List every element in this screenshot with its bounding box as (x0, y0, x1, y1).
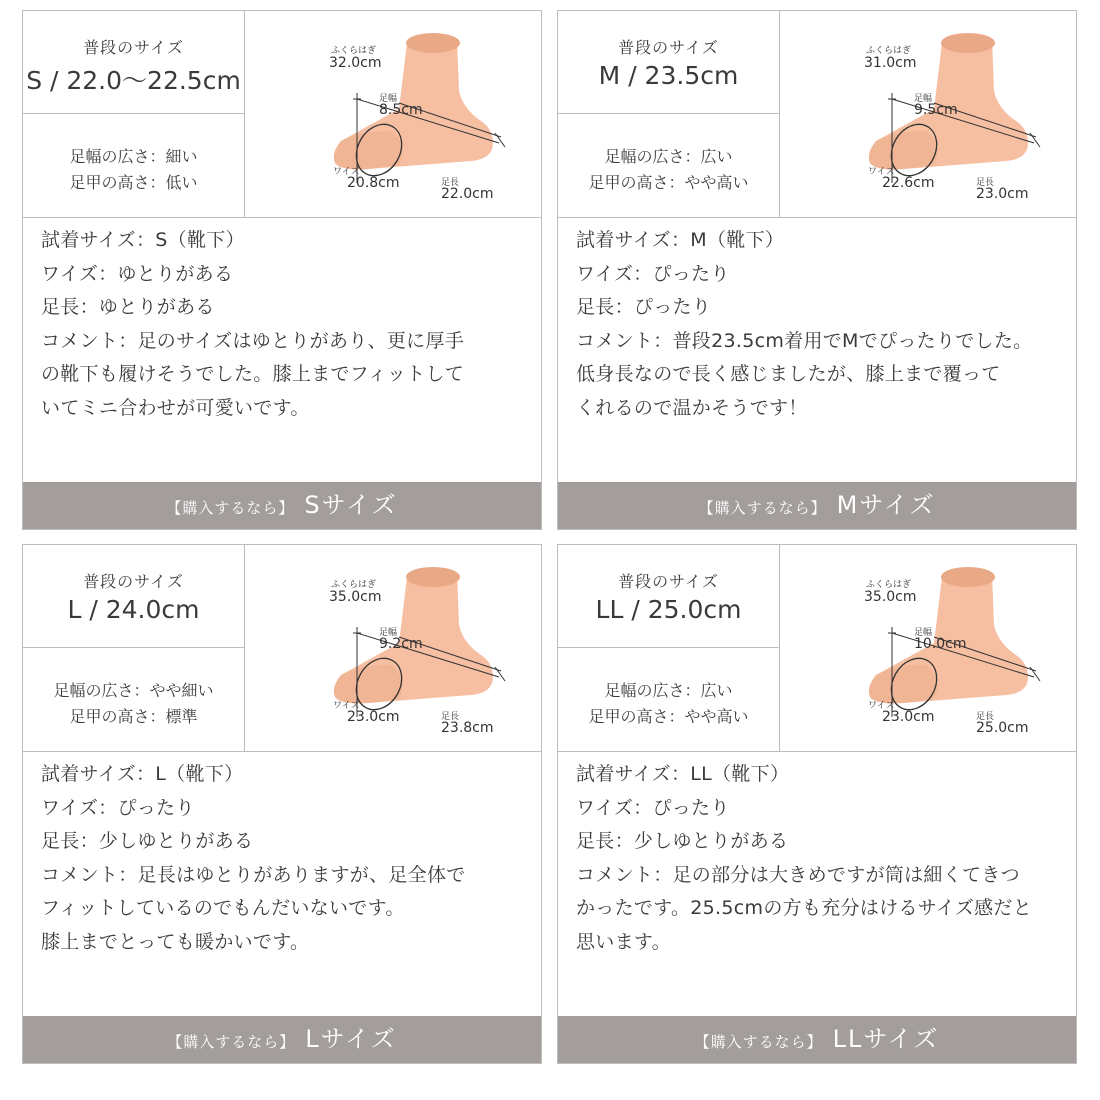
foot-features-box (558, 114, 780, 217)
calf-label: ふくらはぎ (331, 46, 377, 56)
card-header (558, 545, 1076, 752)
foot-width-label: 足幅 (914, 628, 933, 638)
usual-size-caption: 普段のサイズ (618, 572, 719, 591)
foot-features-box (558, 648, 780, 751)
calf-label: ふくらはぎ (866, 46, 912, 56)
calf-label: ふくらはぎ (866, 580, 912, 590)
foot-width-label: 足幅 (914, 94, 933, 104)
calf-top-ellipse (941, 567, 995, 587)
instep-height-feature: 足甲の高さ：やや高い (588, 173, 749, 192)
comment-line: 足長：少しゆとりがある (576, 830, 789, 852)
comment-line: フィットしているのでもんだいないです。 (41, 897, 405, 919)
foot-width-value: 9.5cm (914, 102, 958, 118)
calf-value: 35.0cm (864, 589, 917, 605)
usual-size-value: LL / 25.0cm (595, 595, 742, 624)
comment-line: 試着サイズ：M（靴下） (576, 229, 785, 251)
foot-width-feature: 足幅の広さ：細い (69, 147, 198, 166)
banner-prefix: 【購入するなら】 (698, 499, 827, 517)
comment-line: 試着サイズ：L（靴下） (41, 763, 244, 785)
usual-size-caption: 普段のサイズ (83, 572, 184, 591)
foot-length-tick (495, 133, 505, 147)
size-review-card (22, 544, 542, 1064)
comment-line: かったです。25.5cmの方も充分はけるサイズ感だと (576, 897, 1033, 919)
usual-size-box (558, 11, 780, 114)
comment-line: コメント：足のサイズはゆとりがあり、更に厚手 (41, 329, 465, 352)
recommendation-banner (23, 1016, 541, 1063)
calf-top-ellipse (406, 33, 460, 53)
comment-line: 足長：少しゆとりがある (41, 830, 254, 852)
foot-measurement-diagram (249, 13, 539, 215)
recommendation-banner (558, 482, 1076, 529)
calf-value: 35.0cm (329, 589, 382, 605)
calf-value: 31.0cm (864, 55, 917, 71)
length-label: 足長 (441, 178, 460, 188)
instep-height-feature: 足甲の高さ：低い (69, 173, 198, 192)
comment-line: 試着サイズ：S（靴下） (41, 229, 245, 251)
length-label: 足長 (441, 712, 460, 722)
foot-measurement-diagram (784, 547, 1074, 749)
calf-top-ellipse (941, 33, 995, 53)
comment-line: 足長：ゆとりがある (41, 296, 215, 318)
foot-width-feature: 足幅の広さ：やや細い (53, 681, 214, 700)
foot-length-tick (495, 667, 505, 681)
comment-line: コメント：普段23.5cm着用でMでぴったりでした。 (576, 329, 1033, 352)
comment-line: ワイズ：ぴったり (576, 796, 730, 819)
recommended-size: Sサイズ (304, 491, 398, 519)
comment-line: 思います。 (576, 930, 671, 953)
foot-features-box (23, 648, 245, 751)
comment-line: 足長：ぴったり (576, 296, 712, 318)
usual-size-box (558, 545, 780, 648)
foot-width-label: 足幅 (379, 94, 398, 104)
comment-line: 試着サイズ：LL（靴下） (576, 763, 790, 785)
usual-size-value: S / 22.0〜22.5cm (26, 66, 241, 95)
length-value: 25.0cm (976, 720, 1029, 736)
wise-value: 23.0cm (882, 709, 935, 725)
banner-prefix: 【購入するなら】 (694, 1033, 823, 1051)
length-label: 足長 (976, 178, 995, 188)
foot-length-tick (1030, 667, 1040, 681)
comment-line: コメント：足長はゆとりがありますが、足全体で (41, 863, 466, 886)
instep-height-feature: 足甲の高さ：標準 (69, 707, 198, 726)
usual-size-caption: 普段のサイズ (83, 38, 184, 57)
calf-value: 32.0cm (329, 55, 382, 71)
calf-label: ふくらはぎ (331, 580, 377, 590)
wise-label: ワイズ (868, 701, 895, 711)
review-comment (576, 758, 1076, 959)
wise-label: ワイズ (333, 167, 360, 177)
foot-measurement-diagram (784, 13, 1074, 215)
usual-size-box (23, 545, 245, 648)
comment-line: 膝上までとっても暖かいです。 (41, 930, 310, 953)
size-review-card (22, 10, 542, 530)
foot-width-feature: 足幅の広さ：広い (604, 147, 733, 166)
usual-size-value: L / 24.0cm (67, 595, 200, 624)
comment-line: ワイズ：ゆとりがある (41, 262, 234, 285)
review-comment (41, 224, 541, 425)
length-value: 23.8cm (441, 720, 494, 736)
foot-width-label: 足幅 (379, 628, 398, 638)
length-value: 23.0cm (976, 186, 1029, 202)
comment-line: コメント：足の部分は大きめですが筒は細くてきつ (576, 863, 1020, 886)
comment-line: 低身長なので長く感じましたが、膝上まで覆って (576, 363, 1001, 385)
recommended-size: LLサイズ (832, 1025, 940, 1053)
recommendation-banner (558, 1016, 1076, 1063)
card-header (558, 11, 1076, 218)
comment-line: くれるので温かそうです！ (576, 396, 808, 419)
foot-width-value: 9.2cm (379, 636, 423, 652)
foot-width-value: 8.5cm (379, 102, 423, 118)
banner-prefix: 【購入するなら】 (166, 499, 295, 517)
size-review-card (557, 10, 1077, 530)
foot-width-feature: 足幅の広さ：広い (604, 681, 733, 700)
wise-value: 22.6cm (882, 175, 935, 191)
recommended-size: Lサイズ (305, 1025, 397, 1053)
foot-length-tick (1030, 133, 1040, 147)
comment-line: ワイズ：ぴったり (576, 262, 730, 285)
recommendation-banner (23, 482, 541, 529)
card-header (23, 545, 541, 752)
foot-features-box (23, 114, 245, 217)
review-comment (41, 758, 541, 959)
wise-value: 23.0cm (347, 709, 400, 725)
size-review-card (557, 544, 1077, 1064)
wise-label: ワイズ (333, 701, 360, 711)
wise-value: 20.8cm (347, 175, 400, 191)
recommended-size: Mサイズ (836, 491, 936, 519)
card-header (23, 11, 541, 218)
foot-width-value: 10.0cm (914, 636, 967, 652)
comment-line: ワイズ：ぴったり (41, 796, 195, 819)
foot-measurement-diagram (249, 547, 539, 749)
review-comment (576, 224, 1076, 425)
comment-line: の靴下も履けそうでした。膝上までフィットして (41, 363, 465, 385)
usual-size-box (23, 11, 245, 114)
usual-size-caption: 普段のサイズ (618, 38, 719, 57)
length-label: 足長 (976, 712, 995, 722)
calf-top-ellipse (406, 567, 460, 587)
comment-line: いてミニ合わせが可愛いです。 (41, 396, 310, 419)
wise-label: ワイズ (868, 167, 895, 177)
length-value: 22.0cm (441, 186, 494, 202)
usual-size-value: M / 23.5cm (598, 61, 739, 90)
banner-prefix: 【購入するなら】 (167, 1033, 296, 1051)
instep-height-feature: 足甲の高さ：やや高い (588, 707, 749, 726)
